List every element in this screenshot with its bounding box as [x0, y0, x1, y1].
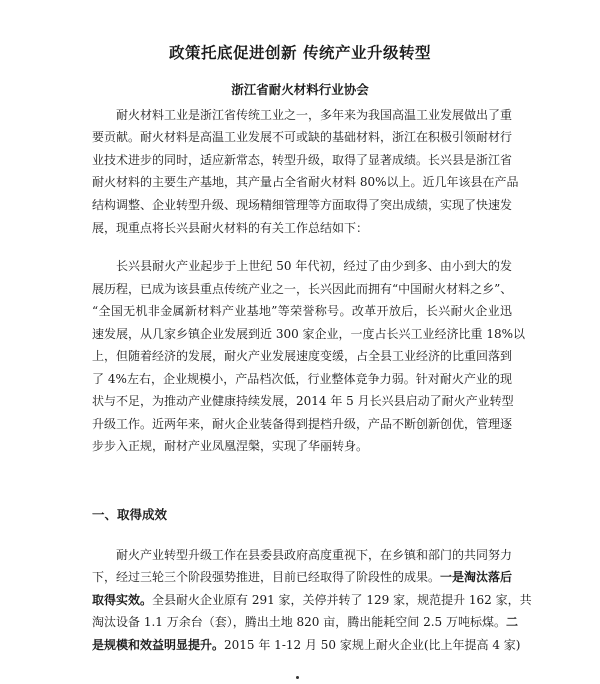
paragraph-line: 上，但随着经济的发展，耐火产业发展速度变缓，占全县工业经济的比重回落到: [92, 349, 513, 363]
paragraph-line: 业技术进步的同时，适应新常态，转型升级，取得了显著成绩。长兴县是浙江省: [92, 153, 513, 167]
paragraph-line: 展，现重点将长兴县耐火材料的有关工作总结如下：: [92, 221, 369, 235]
paragraph-line: 耐火材料的主要生产基地，其产量占全省耐火材料 80%以上。近几年该县在产品: [92, 175, 519, 189]
section-heading: 一、取得成效: [92, 507, 168, 522]
paragraph-line: [92, 612, 518, 632]
paragraph-line: [92, 635, 521, 655]
paragraph-line: 展历程，已成为该县重点传统产业之一，长兴因此而拥有“中国耐火材料之乡”、: [92, 282, 513, 296]
paragraph-line: 结构调整、企业转型升级、现场精细管理等方面取得了突出成绩，实现了快速发: [92, 198, 513, 212]
page-mark: [296, 676, 299, 679]
document-title: 政策托底促进创新 传统产业升级转型: [169, 44, 431, 62]
paragraph-line: 升级工作。近两年来，耐火企业装备得到提档升级，产品不断创新创优，管理逐: [92, 417, 513, 431]
paragraph-text: 淘汰设备 1.1 万余台（套），腾出土地 820 亩，腾出能耗空间 2.5 万吨标煤。: [92, 615, 506, 629]
document-author: 浙江省耐火材料行业协会: [231, 82, 369, 97]
emphasis-text: 是规模和效益明显提升。: [92, 638, 225, 652]
paragraph-line: 状与不足，为推动产业健康持续发展，2014 年 5 月长兴县启动了耐火产业转型: [92, 394, 514, 408]
paragraph-line: “全国无机非金属新材料产业基地”等荣誉称号。改革开放后，长兴耐火企业迅: [92, 304, 512, 318]
paragraph-line: 步步入正规，耐材产业凤凰涅槃，实现了华丽转身。: [92, 439, 369, 453]
paragraph-line: [92, 567, 512, 587]
paragraph-line: 长兴县耐火产业起步于上世纪 50 年代初，经过了由少到多、由小到大的发: [116, 259, 512, 273]
emphasis-text: 二: [505, 615, 518, 629]
paragraph-line: [92, 590, 532, 610]
paragraph-line: 要贡献。耐火材料是高温工业发展不可或缺的基础材料，浙江在积极引领耐材行: [92, 130, 513, 144]
emphasis-text: 一是淘汰落后: [440, 570, 513, 584]
paragraph-text: 全县耐火企业原有 291 家，关停并转了 129 家，规范提升 162 家，共: [152, 593, 532, 607]
paragraph-line: 耐火产业转型升级工作在县委县政府高度重视下，在乡镇和部门的共同努力: [116, 548, 513, 562]
paragraph-line: 了 4%左右，企业规模小，产品档次低，行业整体竞争力弱。针对耐火产业的现: [92, 372, 512, 386]
paragraph-line: 耐火材料工业是浙江省传统工业之一，多年来为我国高温工业发展做出了重: [116, 108, 513, 122]
paragraph-text: 下，经过三轮三个阶段强势推进，目前已经取得了阶段性的成果。: [92, 570, 441, 584]
paragraph-line: 速发展，从几家乡镇企业发展到近 300 家企业，一度占长兴工业经济比重 18%以: [92, 327, 526, 341]
emphasis-text: 取得实效。: [92, 593, 153, 607]
paragraph-text: 2015 年 1-12 月 50 家规上耐火企业(比上年提高 4 家): [224, 638, 521, 652]
